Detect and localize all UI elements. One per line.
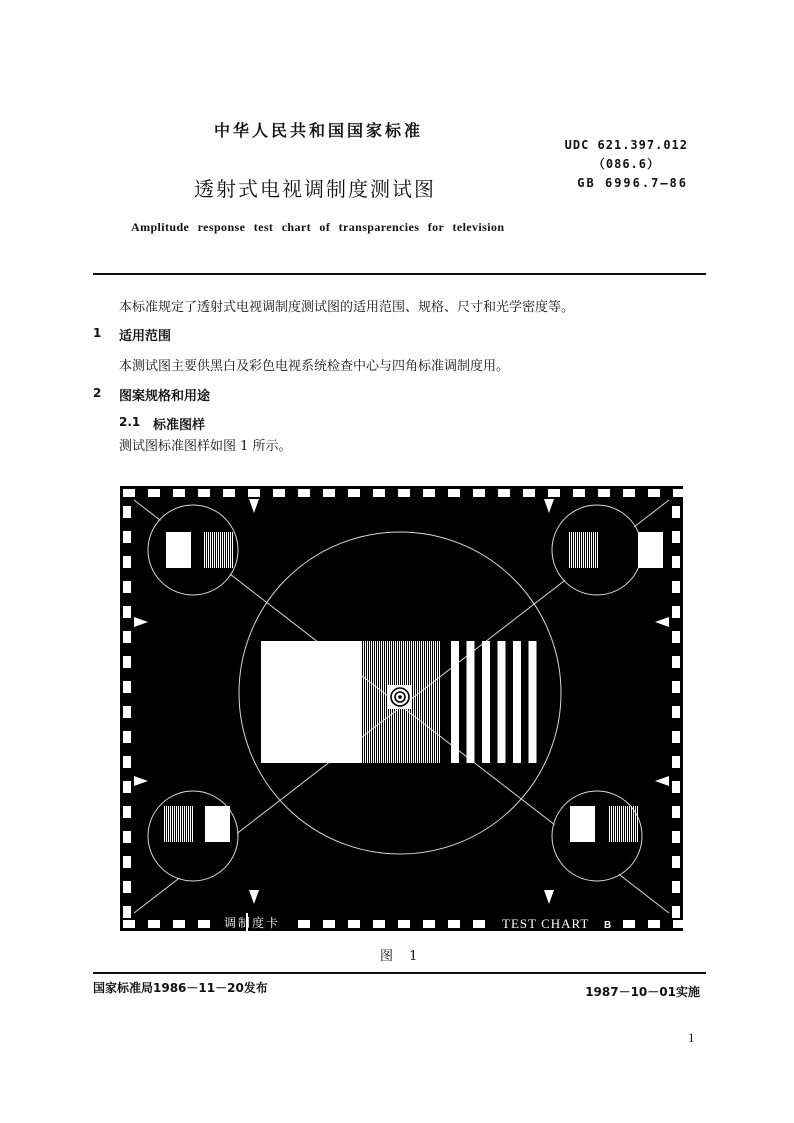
corner-grating-bar	[168, 806, 169, 842]
border-dash-top	[473, 489, 485, 497]
test-chart-figure	[120, 486, 683, 931]
corner-grating-bar	[637, 806, 638, 842]
corner-grating-bar	[180, 806, 181, 842]
corner-grating-bar	[609, 806, 610, 842]
corner-grating-bar	[571, 532, 572, 568]
effective-date: 1987－10－01实施	[585, 985, 700, 999]
corner-grating-bar	[573, 532, 574, 568]
border-dash-top	[523, 489, 535, 497]
corner-grating-bar	[224, 532, 225, 568]
corner-grating-bar	[589, 532, 590, 568]
border-dash-left	[123, 681, 131, 693]
border-dash-top	[673, 489, 683, 497]
border-dash-top	[448, 489, 460, 497]
border-dash-top	[498, 489, 510, 497]
border-dash-top	[423, 489, 435, 497]
fine-grating-bar	[413, 641, 414, 763]
corner-grating-bar	[166, 806, 167, 842]
corner-grating-bar	[591, 532, 592, 568]
border-dash-left	[123, 706, 131, 718]
border-dash-top	[573, 489, 585, 497]
corner-grating-bar	[593, 532, 594, 568]
corner-grating-bar	[597, 532, 598, 568]
fine-grating-bar	[415, 641, 416, 763]
border-dash-right	[672, 606, 680, 618]
border-dash-bottom	[648, 920, 660, 928]
corner-grating-bar	[621, 806, 622, 842]
fine-grating-bar	[439, 641, 440, 763]
fine-grating-bar	[383, 641, 384, 763]
border-dash-right	[672, 781, 680, 793]
border-dash-left	[123, 606, 131, 618]
corner-grating-bar	[585, 532, 586, 568]
gb-code: GB 6996.7—86	[577, 176, 688, 190]
corner-grating-bar	[186, 806, 187, 842]
corner-grating-bar	[188, 806, 189, 842]
section-1-number: 1	[93, 326, 102, 340]
fine-grating-bar	[363, 641, 364, 763]
corner-grating-bar	[611, 806, 612, 842]
fine-grating-bar	[367, 641, 368, 763]
corner-grating-bar	[615, 806, 616, 842]
border-dash-left	[123, 631, 131, 643]
border-dash-left	[123, 506, 131, 518]
border-dash-top	[248, 489, 260, 497]
border-dash-top	[173, 489, 185, 497]
section-2-title: 图案规格和用途	[119, 389, 211, 404]
corner-grating-bar	[218, 532, 219, 568]
fine-grating-bar	[381, 641, 382, 763]
border-dash-left	[123, 731, 131, 743]
corner-grating-bar	[178, 806, 179, 842]
border-dash-bottom	[123, 920, 135, 928]
border-dash-right	[672, 581, 680, 593]
border-dash-right	[672, 681, 680, 693]
corner-grating-bar	[625, 806, 626, 842]
fine-grating-bar	[369, 641, 370, 763]
border-dash-bottom	[473, 920, 485, 928]
border-dash-left	[123, 756, 131, 768]
page-number: 1	[688, 1030, 695, 1045]
corner-white-block	[205, 806, 230, 842]
border-dash-bottom	[398, 920, 410, 928]
corner-grating-bar	[228, 532, 229, 568]
border-dash-left	[123, 906, 131, 918]
corner-grating-bar	[176, 806, 177, 842]
fine-grating-bar	[429, 641, 430, 763]
document-title-en: Amplitude response test chart of transparencies for television	[131, 220, 505, 234]
corner-grating-bar	[617, 806, 618, 842]
border-dash-bottom	[173, 920, 185, 928]
corner-grating-bar	[210, 532, 211, 568]
fine-grating-bar	[371, 641, 372, 763]
section-2-1-number: 2.1	[119, 415, 141, 429]
border-dash-left	[123, 656, 131, 668]
corner-grating-bar	[214, 532, 215, 568]
figure-caption: 图 1	[380, 949, 424, 964]
coarse-grating-bar	[467, 641, 475, 763]
udc-line-1: UDC 621.397.012	[564, 138, 688, 152]
corner-grating-bar	[581, 532, 582, 568]
corner-grating-bar	[190, 806, 191, 842]
border-dash-bottom	[323, 920, 335, 928]
fine-grating-bar	[433, 641, 434, 763]
corner-grating-bar	[226, 532, 227, 568]
corner-grating-bar	[232, 532, 233, 568]
border-dash-bottom	[448, 920, 460, 928]
border-dash-left	[123, 831, 131, 843]
coarse-grating-bar	[482, 641, 490, 763]
intro-paragraph: 本标准规定了透射式电视调制度测试图的适用范围、规格、尺寸和光学密度等。	[119, 300, 575, 315]
border-dash-top	[123, 489, 135, 497]
fine-grating-bar	[417, 641, 418, 763]
header-rule	[93, 273, 706, 275]
corner-grating-bar	[174, 806, 175, 842]
section-2-number: 2	[93, 386, 102, 400]
corner-grating-bar	[629, 806, 630, 842]
corner-grating-bar	[164, 806, 165, 842]
border-dash-bottom	[373, 920, 385, 928]
corner-grating-bar	[583, 532, 584, 568]
section-1-title: 适用范围	[119, 329, 172, 344]
corner-grating-bar	[230, 532, 231, 568]
corner-grating-bar	[206, 532, 207, 568]
border-dash-left	[123, 781, 131, 793]
border-dash-right	[672, 706, 680, 718]
document-title-zh: 透射式电视调制度测试图	[194, 177, 436, 201]
corner-grating-bar	[587, 532, 588, 568]
corner-white-block	[570, 806, 595, 842]
corner-grating-bar	[635, 806, 636, 842]
coarse-grating-bar	[529, 641, 537, 763]
fine-grating-bar	[423, 641, 424, 763]
border-dash-top	[648, 489, 660, 497]
border-dash-right	[672, 731, 680, 743]
border-dash-top	[298, 489, 310, 497]
border-dash-left	[123, 856, 131, 868]
fine-grating-bar	[385, 641, 386, 763]
border-dash-bottom	[623, 920, 635, 928]
corner-grating-bar	[595, 532, 596, 568]
border-dash-right	[672, 506, 680, 518]
border-dash-top	[323, 489, 335, 497]
corner-grating-bar	[619, 806, 620, 842]
corner-grating-bar	[216, 532, 217, 568]
fine-grating-bar	[435, 641, 436, 763]
fine-grating-bar	[419, 641, 420, 763]
corner-grating-bar	[575, 532, 576, 568]
border-dash-bottom	[423, 920, 435, 928]
corner-grating-bar	[222, 532, 223, 568]
fine-grating-bar	[387, 641, 388, 763]
border-dash-top	[623, 489, 635, 497]
border-dash-left	[123, 531, 131, 543]
border-dash-top	[398, 489, 410, 497]
corner-grating-bar	[631, 806, 632, 842]
standard-organization: 中华人民共和国国家标准	[214, 121, 424, 140]
fine-grating-bar	[425, 641, 426, 763]
border-dash-left	[123, 881, 131, 893]
border-dash-bottom	[673, 920, 683, 928]
coarse-grating-bar	[513, 641, 521, 763]
border-dash-bottom	[348, 920, 360, 928]
corner-grating-bar	[182, 806, 183, 842]
chart-label-suffix: B	[604, 920, 612, 931]
fine-grating-bar	[421, 641, 422, 763]
corner-grating-bar	[577, 532, 578, 568]
corner-grating-bar	[192, 806, 193, 842]
corner-white-block	[166, 532, 191, 568]
udc-line-2: （086.6）	[592, 157, 660, 171]
section-2-1-text: 测试图标准图样如图 1 所示。	[119, 439, 292, 454]
border-dash-left	[123, 556, 131, 568]
corner-white-block	[638, 532, 663, 568]
border-dash-right	[672, 656, 680, 668]
fine-grating-bar	[377, 641, 378, 763]
fine-grating-bar	[365, 641, 366, 763]
corner-grating-bar	[204, 532, 205, 568]
chart-label-left: 调制度卡	[224, 916, 281, 930]
border-dash-left	[123, 806, 131, 818]
fine-grating-bar	[427, 641, 428, 763]
test-chart-image	[120, 486, 683, 931]
udc-code	[565, 136, 688, 174]
chart-label-right: TEST CHART	[502, 916, 590, 931]
border-dash-right	[672, 756, 680, 768]
footer-rule	[93, 972, 706, 974]
border-dash-right	[672, 906, 680, 918]
border-dash-top	[548, 489, 560, 497]
corner-grating-bar	[633, 806, 634, 842]
border-dash-right	[672, 556, 680, 568]
corner-grating-bar	[569, 532, 570, 568]
corner-grating-bar	[212, 532, 213, 568]
border-dash-top	[223, 489, 235, 497]
border-dash-right	[672, 831, 680, 843]
corner-grating-bar	[627, 806, 628, 842]
issue-date: 国家标准局1986－11－20发布	[93, 981, 268, 995]
corner-grating-bar	[170, 806, 171, 842]
section-1-text: 本测试图主要供黑白及彩色电视系统检查中心与四角标准调制度用。	[119, 359, 510, 374]
border-dash-bottom	[298, 920, 310, 928]
corner-grating-bar	[220, 532, 221, 568]
fine-grating-bar	[379, 641, 380, 763]
border-dash-right	[672, 631, 680, 643]
corner-grating-bar	[208, 532, 209, 568]
border-dash-right	[672, 856, 680, 868]
corner-grating-bar	[184, 806, 185, 842]
border-dash-bottom	[148, 920, 160, 928]
border-dash-top	[373, 489, 385, 497]
border-dash-top	[598, 489, 610, 497]
corner-grating-bar	[579, 532, 580, 568]
coarse-grating-bar	[498, 641, 506, 763]
border-dash-top	[198, 489, 210, 497]
border-dash-top	[273, 489, 285, 497]
border-dash-right	[672, 531, 680, 543]
corner-grating-bar	[623, 806, 624, 842]
border-dash-top	[148, 489, 160, 497]
fine-grating-bar	[437, 641, 438, 763]
corner-grating-bar	[172, 806, 173, 842]
border-dash-right	[672, 881, 680, 893]
border-dash-left	[123, 581, 131, 593]
border-dash-bottom	[198, 920, 210, 928]
corner-grating-bar	[613, 806, 614, 842]
section-2-1-title: 标准图样	[153, 418, 206, 433]
border-dash-right	[672, 806, 680, 818]
border-dash-top	[348, 489, 360, 497]
fine-grating-bar	[431, 641, 432, 763]
fine-grating-bar	[373, 641, 374, 763]
fine-grating-bar	[375, 641, 376, 763]
coarse-grating-bar	[451, 641, 459, 763]
